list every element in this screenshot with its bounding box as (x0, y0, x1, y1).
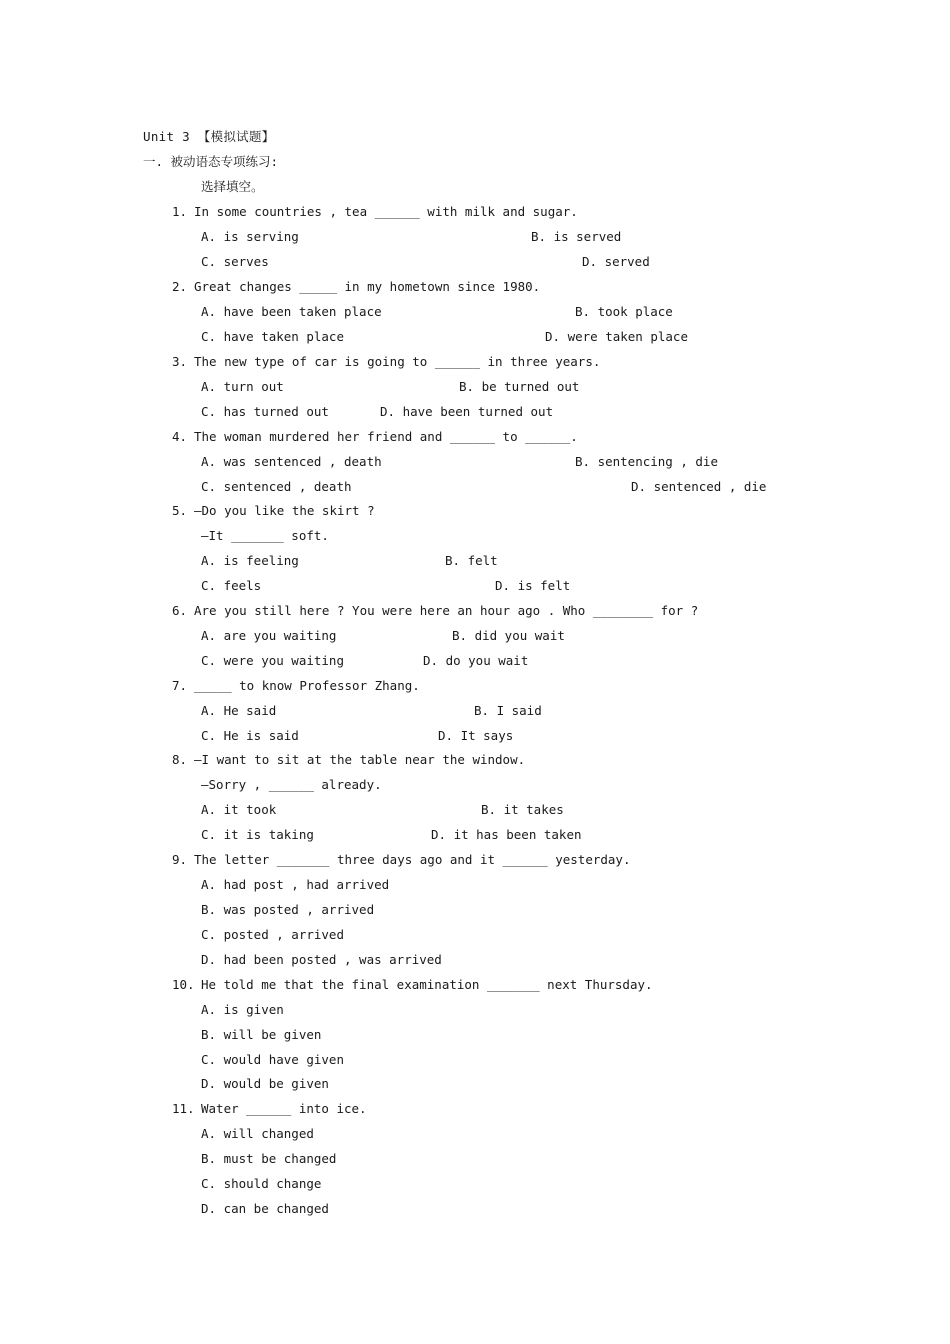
question-stem-reply: —It _______ soft. (201, 528, 329, 543)
option-a: A. have been taken place (201, 304, 382, 319)
question-stem: The letter _______ three days ago and it ______ yesterday. (194, 852, 631, 867)
question-stem: The woman murdered her friend and ______ to ______. (194, 429, 578, 444)
option-c: C. have taken place (201, 329, 344, 344)
option-b: B. must be changed (201, 1151, 337, 1166)
question-number: 4. (172, 429, 188, 444)
option-d: D. It says (438, 728, 514, 743)
instruction-text: 选择填空。 (201, 179, 264, 194)
option-b: B. be turned out (459, 379, 580, 394)
option-b: B. was posted , arrived (201, 902, 375, 917)
option-c: C. feels (201, 578, 262, 593)
question-number: 8. (172, 752, 188, 767)
option-c: C. has turned out (201, 404, 329, 419)
question-number: 1. (172, 204, 188, 219)
option-d: D. it has been taken (431, 827, 582, 842)
question-number: 5. (172, 503, 188, 518)
option-c: C. it is taking (201, 827, 314, 842)
option-c: C. were you waiting (201, 653, 344, 668)
question-stem: —Do you like the skirt ? (194, 503, 375, 518)
option-a: A. is given (201, 1002, 284, 1017)
option-d: D. is felt (495, 578, 571, 593)
question-stem: —I want to sit at the table near the window. (194, 752, 526, 767)
option-d: D. had been posted , was arrived (201, 952, 442, 967)
option-b: B. is served (531, 229, 622, 244)
question-number: 7. (172, 678, 188, 693)
option-a: A. it took (201, 802, 277, 817)
option-b: B. took place (575, 304, 673, 319)
option-a: A. will changed (201, 1126, 314, 1141)
option-a: A. He said (201, 703, 277, 718)
question-stem: _____ to know Professor Zhang. (194, 678, 420, 693)
option-b: B. will be given (201, 1027, 322, 1042)
option-a: A. was sentenced , death (201, 454, 382, 469)
question-stem: The new type of car is going to ______ in three years. (194, 354, 601, 369)
option-a: A. had post , had arrived (201, 877, 390, 892)
option-d: D. can be changed (201, 1201, 329, 1216)
question-number: 6. (172, 603, 188, 618)
option-b: B. did you wait (452, 628, 565, 643)
option-a: A. turn out (201, 379, 284, 394)
option-d: D. would be given (201, 1076, 329, 1091)
question-stem: Water ______ into ice. (201, 1101, 367, 1116)
question-stem-reply: —Sorry , ______ already. (201, 777, 382, 792)
option-d: D. have been turned out (380, 404, 554, 419)
option-c: C. posted , arrived (201, 927, 344, 942)
question-stem: Great changes _____ in my hometown since 1980. (194, 279, 541, 294)
option-b: B. I said (474, 703, 542, 718)
option-c: C. should change (201, 1176, 322, 1191)
question-stem: Are you still here ? You were here an hour ago . Who ________ for ? (194, 603, 699, 618)
option-a: A. is feeling (201, 553, 299, 568)
option-a: A. is serving (201, 229, 299, 244)
option-c: C. He is said (201, 728, 299, 743)
option-d: D. do you wait (423, 653, 529, 668)
option-c: C. sentenced , death (201, 479, 352, 494)
option-c: C. would have given (201, 1052, 344, 1067)
option-d: D. were taken place (545, 329, 688, 344)
option-b: B. it takes (481, 802, 564, 817)
option-d: D. served (582, 254, 650, 269)
unit-title: Unit 3 【模拟试题】 (143, 129, 275, 144)
option-d: D. sentenced , die (631, 479, 767, 494)
option-a: A. are you waiting (201, 628, 337, 643)
question-stem: In some countries , tea ______ with milk and sugar. (194, 204, 578, 219)
question-number: 9. (172, 852, 188, 867)
question-number: 11. (172, 1101, 195, 1116)
section-heading: 一. 被动语态专项练习: (143, 154, 279, 169)
question-number: 10. (172, 977, 195, 992)
option-b: B. sentencing , die (575, 454, 718, 469)
question-stem: He told me that the final examination _______ next Thursday. (201, 977, 653, 992)
option-b: B. felt (445, 553, 498, 568)
question-number: 3. (172, 354, 188, 369)
option-c: C. serves (201, 254, 269, 269)
question-number: 2. (172, 279, 188, 294)
